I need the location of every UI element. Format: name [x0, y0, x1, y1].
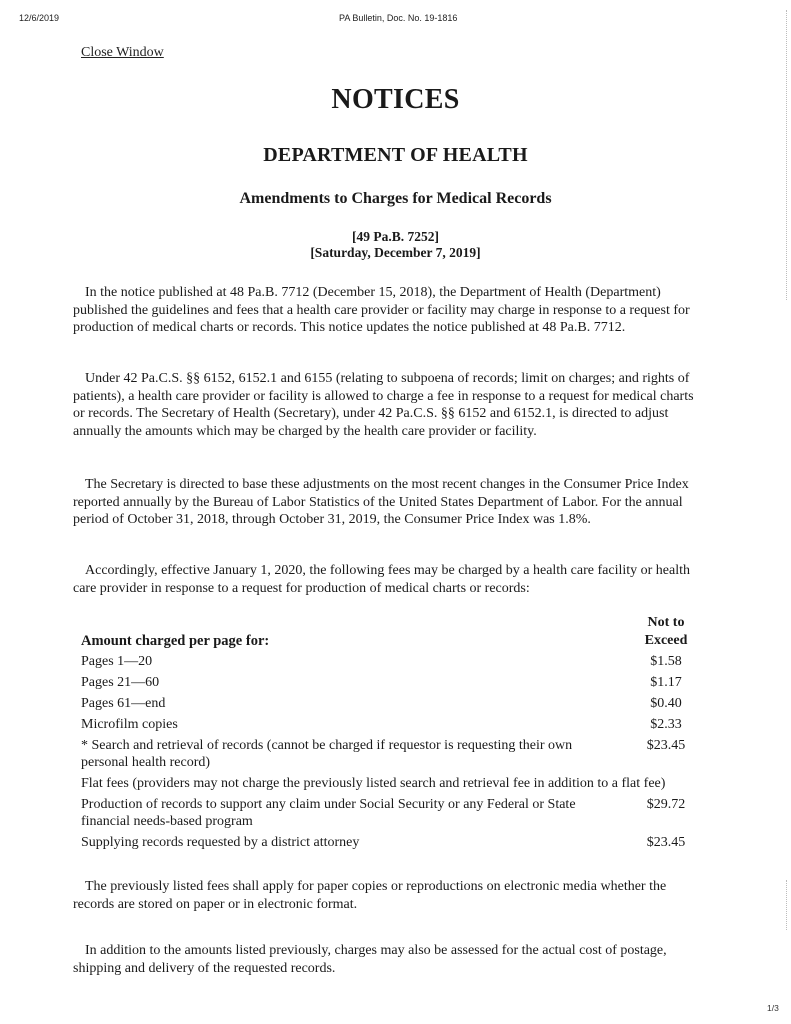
paragraph-media — [73, 878, 708, 913]
header-amount-line1: Not to — [647, 615, 685, 630]
notice-subject: Amendments to Charges for Medical Records — [239, 190, 552, 207]
paragraph-postage — [73, 942, 708, 977]
fee-amount: $2.33 — [650, 717, 682, 732]
paragraph-text: In the notice published at 48 Pa.B. 7712 (December 15, 2018), the Department of Health (Department) published the guidelines and fees that a health care provider or facility may charge in response to a request for production of medical charts or records. This notice updates the notice published at 48 Pa.B. 7712. — [73, 285, 690, 335]
fee-amount: $23.45 — [646, 835, 686, 850]
print-date: 12/6/2019 — [19, 13, 60, 23]
fee-table-row — [81, 734, 701, 772]
print-header — [0, 13, 791, 27]
paragraph-effective — [73, 562, 708, 597]
page-number: 1/3 — [767, 1003, 779, 1013]
fee-description: Flat fees (providers may not charge the previously listed search and retrieval fee in addition to a flat fee) — [81, 776, 666, 791]
fee-table — [81, 614, 701, 852]
fee-description: Pages 1—20 — [81, 654, 153, 669]
paragraph-text: Accordingly, effective January 1, 2020, the following fees may be charged by a health care facility or health care provider in response to a request for production of medical charts or records: — [73, 563, 691, 596]
citation-block — [0, 229, 791, 261]
fee-table-row — [81, 831, 701, 852]
fee-amount: $29.72 — [646, 797, 686, 812]
fee-table-row — [81, 793, 701, 831]
paragraph-cpi — [73, 476, 708, 529]
fee-table-row — [81, 671, 701, 692]
fee-table-row — [81, 692, 701, 713]
citation-date: [Saturday, December 7, 2019] — [310, 245, 481, 260]
fee-description: * Search and retrieval of records (cannot be charged if requestor is requesting their own personal health record) — [81, 738, 573, 770]
paragraph-text: Under 42 Pa.C.S. §§ 6152, 6152.1 and 6155 (relating to subpoena of records; limit on charges; and rights of patients), a health care provider or facility is allowed to charge a fee in response to a request for medical charts or records. The Secretary of Health (Secretary), under 42 Pa.C.S. §§ 6152 and 6152.1, is directed to adjust annually the amounts which may be charged by the health care provider or facility. — [73, 371, 694, 439]
fee-table-row — [81, 772, 701, 793]
fee-table-row — [81, 650, 701, 671]
department-title: DEPARTMENT OF HEALTH — [263, 144, 528, 166]
fee-description: Pages 21—60 — [81, 675, 160, 690]
fee-description: Production of records to support any claim under Social Security or any Federal or State financial needs-based program — [81, 797, 576, 829]
header-amount-line2: Exceed — [644, 633, 688, 648]
page-edge-divider — [786, 880, 787, 930]
paragraph-text: The previously listed fees shall apply for paper copies or reproductions on electronic media whether the records are stored on paper or in electronic format. — [73, 879, 667, 912]
paragraph-intro — [73, 284, 708, 337]
paragraph-statute — [73, 370, 708, 440]
fee-amount: $1.58 — [650, 654, 682, 669]
fee-table-row — [81, 713, 701, 734]
fee-description: Pages 61—end — [81, 696, 166, 711]
paragraph-text: In addition to the amounts listed previously, charges may also be assessed for the actual cost of postage, shipping and delivery of the requested records. — [73, 943, 667, 976]
close-window-link[interactable]: Close Window — [81, 45, 164, 60]
paragraph-text: The Secretary is directed to base these adjustments on the most recent changes in the Consumer Price Index reported annually by the Bureau of Labor Statistics of the United States Department of Labor. For the annual period of October 31, 2018, through October 31, 2019, the Consumer Price Index was 1.8%. — [73, 477, 689, 527]
section-title: NOTICES — [331, 84, 460, 115]
fee-description: Microfilm copies — [81, 717, 178, 732]
fee-description: Supplying records requested by a district attorney — [81, 835, 360, 850]
fee-amount: $1.17 — [650, 675, 682, 690]
fee-table-header-row — [81, 614, 701, 650]
fee-amount: $23.45 — [646, 738, 686, 753]
fee-table-header-description: Amount charged per page for: — [81, 633, 270, 649]
fee-table-header-amount — [631, 614, 701, 650]
citation-reference: [49 Pa.B. 7252] — [352, 229, 439, 244]
print-doc-title: PA Bulletin, Doc. No. 19-1816 — [339, 13, 458, 23]
fee-amount: $0.40 — [650, 696, 682, 711]
